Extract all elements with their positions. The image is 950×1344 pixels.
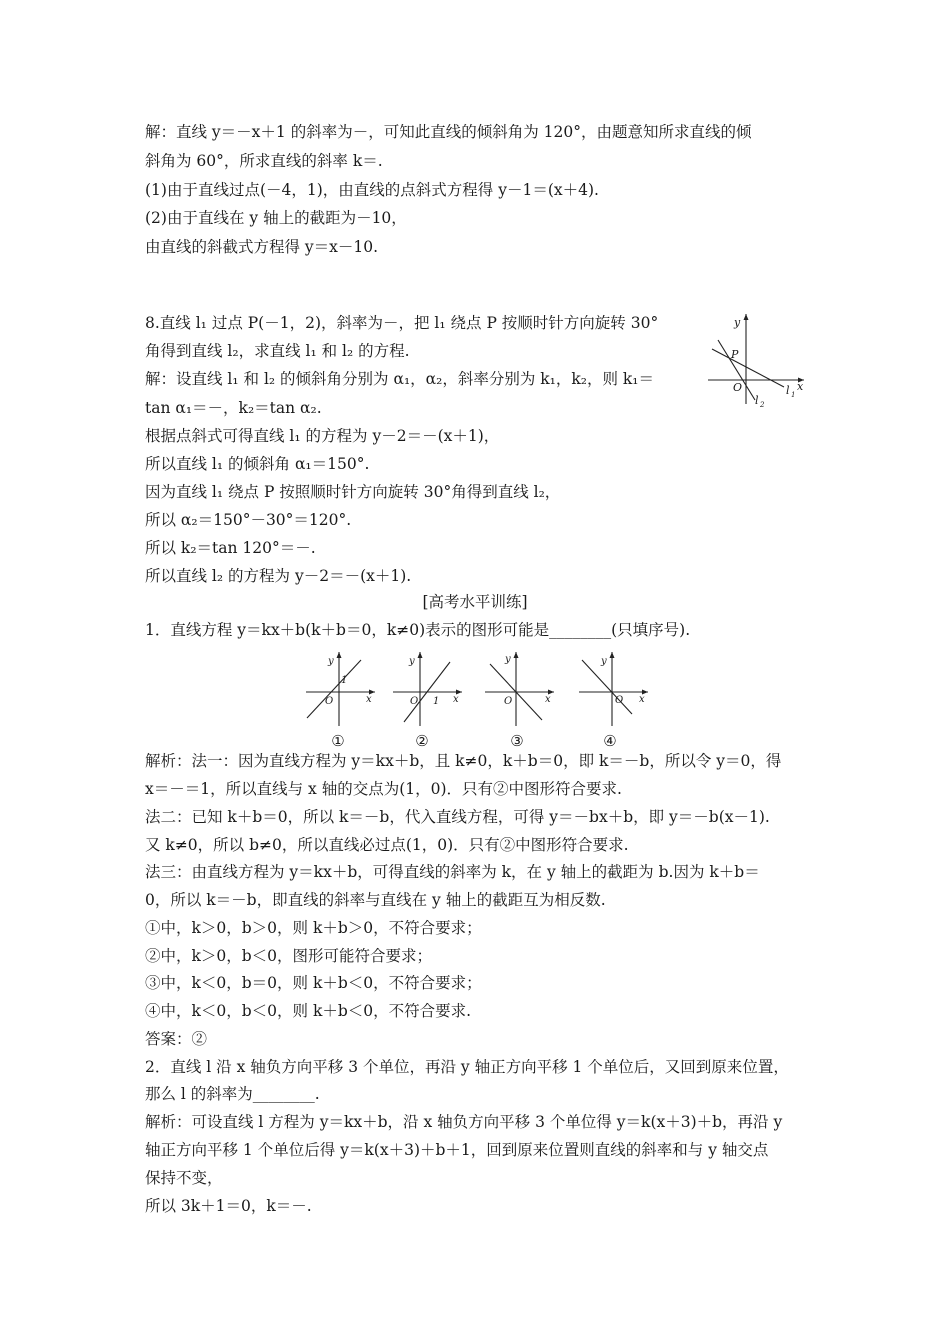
problem1-solution: x＝－＝1，所以直线与 x 轴的交点为(1，0)．只有②中图形符合要求. [145,780,622,798]
problem8-text: 所以直线 l₁ 的倾斜角 α₁＝150°. [145,455,370,473]
svg-text:y: y [409,656,415,667]
svg-text:x: x [545,694,551,705]
problem8-text: 所以 k₂＝tan 120°＝－. [145,539,316,557]
problem8-text: tan α₁＝－，k₂＝tan α₂. [145,399,322,417]
problem2-text: 保持不变， [145,1169,223,1187]
problem1-solution: 法二：已知 k＋b＝0，所以 k＝－b，代入直线方程，可得 y＝－bx＋b，即 y＝－b(x－1). [145,808,770,826]
problem8-text: 解：设直线 l₁ 和 l₂ 的倾斜角分别为 α₁，α₂，斜率分别为 k₁，k₂，则 k₁＝ [145,370,655,388]
problem8-text: 所以直线 l₂ 的方程为 y－2＝－(x＋1). [145,567,412,585]
l2-subscript: 2 [760,401,765,408]
graph-line [307,660,361,718]
svg-text:x: x [639,694,645,705]
problem8-coordinate-figure [700,308,810,408]
text-line: 斜角为 60°，所求直线的斜率 k＝. [145,152,383,170]
graph-caption: ② [415,732,429,750]
problem1-question: 1．直线方程 y＝kx＋b(k＋b＝0，k≠0)表示的图形可能是________(只填序号). [145,621,691,639]
graph-1 [303,648,378,728]
problem2-text: 解析：可设直线 l 方程为 y＝kx＋b，沿 x 轴负方向平移 3 个单位得 y＝k(x＋3)＋b，再沿 y [145,1113,783,1131]
svg-text:1: 1 [433,696,440,707]
svg-text:1: 1 [341,675,348,686]
text-line: 解：直线 y＝－x＋1 的斜率为－，可知此直线的倾斜角为 120°，由题意知所求直线的倾 [145,123,752,141]
problem8-text: 8.直线 l₁ 过点 P(－1，2)，斜率为－，把 l₁ 绕点 P 按顺时针方向旋转 30° [145,314,659,332]
l1-label: l [786,384,790,397]
svg-text:O: O [410,696,419,707]
problem1-solution: ③中，k＜0，b＝0，则 k＋b＜0，不符合要求； [145,974,482,992]
svg-text:O: O [325,696,334,707]
text-line: (2)由于直线在 y 轴上的截距为－10， [145,209,407,227]
problem1-solution: 又 k≠0，所以 b≠0，所以直线必过点(1，0)．只有②中图形符合要求. [145,836,629,854]
graph-caption: ① [331,732,345,750]
problem1-solution: 0，所以 k＝－b，即直线的斜率与直线在 y 轴上的截距互为相反数. [145,891,606,909]
problem8-text: 根据点斜式可得直线 l₁ 的方程为 y－2＝－(x＋1)， [145,427,500,445]
section-heading: [高考水平训练] [422,593,528,611]
x-axis-label: x [797,380,804,393]
line-l1 [712,349,784,387]
problem1-solution: ②中，k＞0，b＜0，图形可能符合要求； [145,947,433,965]
graph-line [582,660,632,714]
text-line: (1)由于直线过点(－4，1)，由直线的点斜式方程得 y－1＝(x＋4). [145,181,599,199]
svg-text:y: y [328,656,334,667]
problem2-text: 2．直线 l 沿 x 轴负方向平移 3 个单位，再沿 y 轴正方向平移 1 个单位后，又回到原来位置， [145,1058,789,1076]
problem8-text: 因为直线 l₁ 绕点 P 按照顺时针方向旋转 30°角得到直线 l₂， [145,483,561,501]
svg-text:x: x [366,694,372,705]
l2-label: l [755,394,759,407]
graph-2 [390,648,465,728]
svg-text:y: y [601,656,607,667]
l1-subscript: 1 [791,391,796,399]
graph-4 [576,648,651,728]
problem2-text: 所以 3k＋1＝0，k＝－. [145,1197,312,1215]
problem1-solution: 法三：由直线方程为 y＝kx＋b，可得直线的斜率为 k，在 y 轴上的截距为 b.因为 k＋b＝ [145,863,760,881]
svg-text:y: y [505,654,511,665]
text-line: 由直线的斜截式方程得 y＝x－10. [145,238,379,256]
origin-label: O [733,381,743,394]
graph-caption: ③ [510,732,524,750]
svg-text:x: x [453,694,459,705]
graph-3 [482,648,557,728]
y-axis-label: y [734,316,741,329]
problem1-solution: ①中，k＞0，b＞0，则 k＋b＞0，不符合要求； [145,919,482,937]
svg-text:O: O [615,695,624,706]
problem1-solution: 解析：法一：因为直线方程为 y＝kx＋b，且 k≠0，k＋b＝0，即 k＝－b，所以令 y＝0，得 [145,752,782,770]
svg-text:O: O [504,696,513,707]
problem1-answer: 答案：② [145,1030,208,1048]
problem1-solution: ④中，k＜0，b＜0，则 k＋b＜0，不符合要求. [145,1002,472,1020]
problem2-text: 轴正方向平移 1 个单位后得 y＝k(x＋3)＋b＋1，回到原来位置则直线的斜率和与 y 轴交点 [145,1141,769,1159]
problem2-text: 那么 l 的斜率为________. [145,1085,320,1103]
problem8-text: 所以 α₂＝150°－30°＝120°. [145,511,352,529]
graph-caption: ④ [603,732,617,750]
point-p-label: P [731,348,739,361]
problem8-text: 角得到直线 l₂，求直线 l₁ 和 l₂ 的方程. [145,342,410,360]
